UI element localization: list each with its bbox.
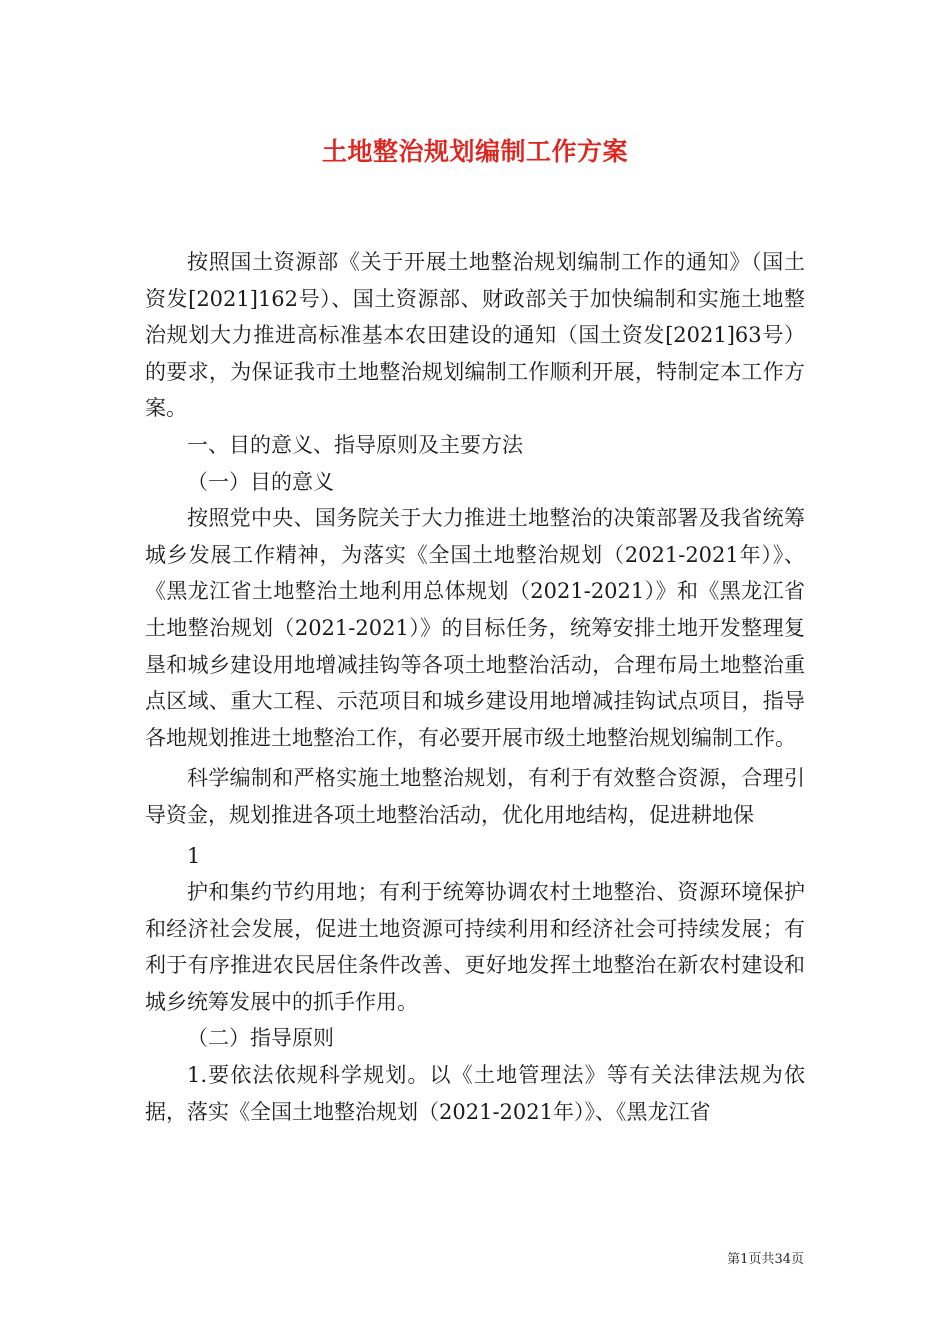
paragraph-significance-cont: 护和集约节约用地；有利于统筹协调农村土地整治、资源环境保护和经济社会发展，促进土地资源可持续利用和经济社会可持续发展；有利于有序推进农民居住条件改善、更好地发挥土地整治在新农村建设和城乡统筹发展中的抓手作用。 <box>145 880 805 1014</box>
heading-section-1: 一、目的意义、指导原则及主要方法 <box>187 432 523 457</box>
inline-page-number: 1 <box>187 843 201 868</box>
heading-subsection-1: （一）目的意义 <box>187 469 334 494</box>
page-footer: 第1页共34页 <box>727 1252 804 1267</box>
document-body <box>145 244 805 1130</box>
document-title: 土地整治规划编制工作方案 <box>321 137 628 166</box>
paragraph-principle-1: 1.要依法依规科学规划。以《土地管理法》等有关法律法规为依据，落实《全国土地整治规划（2021-2021年）》、《黑龙江省 <box>145 1063 805 1124</box>
heading-subsection-2: （二）指导原则 <box>187 1026 334 1051</box>
paragraph-purpose: 按照党中央、国务院关于大力推进土地整治的决策部署及我省统筹城乡发展工作精神，为落实《全国土地整治规划（2021-2021年）》、《黑龙江省土地整治土地利用总体规划（2021-2021）》和《黑龙江省土地整治规划（2021-2021）》的目标任务，统筹安排土地开发整理复垦和城乡建设用地增减挂钩等各项土地整治活动，合理布局土地整治重点区域、重大工程、示范项目和城乡建设用地增减挂钩试点项目，指导各地规划推进土地整治工作，有必要开展市级土地整治规划编制工作。 <box>145 506 805 750</box>
paragraph-significance: 科学编制和严格实施土地整治规划，有利于有效整合资源，合理引导资金，规划推进各项土地整治活动，优化用地结构，促进耕地保 <box>145 766 805 827</box>
paragraph-intro: 按照国土资源部《关于开展土地整治规划编制工作的通知》（国土资发[2021]162号）、国土资源部、财政部关于加快编制和实施土地整治规划大力推进高标准基本农田建设的通知（国土资发[2021]63号）的要求，为保证我市土地整治规划编制工作顺利开展，特制定本工作方案。 <box>145 250 805 421</box>
